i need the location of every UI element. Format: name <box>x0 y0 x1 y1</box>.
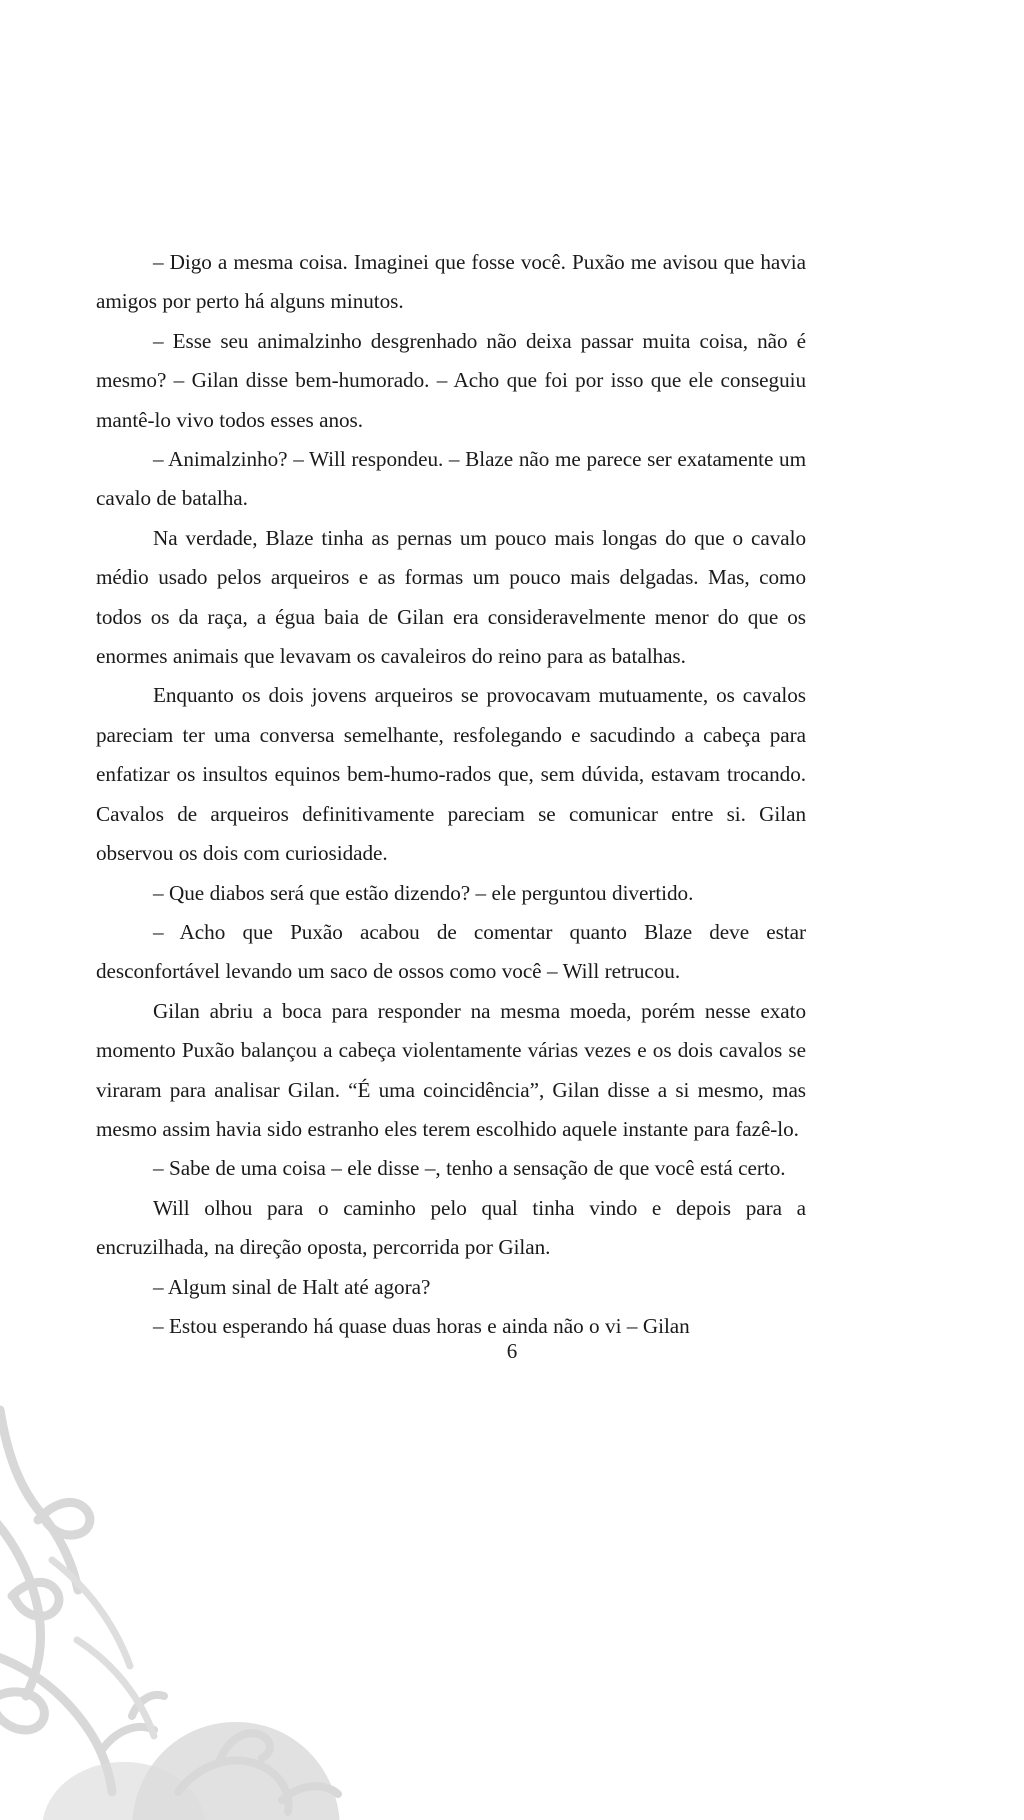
paragraph: Enquanto os dois jovens arqueiros se provocavam mutuamente, os cavalos pareciam ter uma conversa semelhante, resfolegando e sacudindo a cabeça para enfatizar os insultos equinos bem-humo-rados que, sem dúvida, estavam trocando. Cavalos de arqueiros definitivamente pareciam se comunicar entre si. Gilan observou os dois com curiosidade. <box>96 683 806 866</box>
page-number <box>0 1337 1024 1365</box>
body-text-column <box>96 243 806 1346</box>
paragraph: Na verdade, Blaze tinha as pernas um pouco mais longas do que o cavalo médio usado pelos arqueiros e as formas um pouco mais delgadas. Mas, como todos os da raça, a égua baia de Gilan era consideravelmente menor do que os enormes animais que levavam os cavaleiros do reino para as batalhas. <box>96 525 806 669</box>
paragraph: – Digo a mesma coisa. Imaginei que fosse você. Puxão me avisou que havia amigos por perto há alguns minutos. <box>96 250 806 314</box>
paragraph: – Acho que Puxão acabou de comentar quanto Blaze deve estar desconfortável levando um saco de ossos como você – Will retrucou. <box>96 919 806 984</box>
paragraph: – Esse seu animalzinho desgrenhado não deixa passar muita coisa, não é mesmo? – Gilan disse bem-humorado. – Acho que foi por isso que ele conseguiu mantê-lo vivo todos esses anos. <box>96 328 806 432</box>
paragraph: – Sabe de uma coisa – ele disse –, tenho a sensação de que você está certo. <box>153 1156 786 1181</box>
floral-corner-ornament <box>0 1400 412 1820</box>
paragraph: – Estou esperando há quase duas horas e ainda não o vi – Gilan <box>153 1313 690 1338</box>
paragraph: Will olhou para o caminho pelo qual tinha vindo e depois para a encruzilhada, na direção oposta, percorrida por Gilan. <box>96 1195 806 1260</box>
paragraph: – Que diabos será que estão dizendo? – ele perguntou divertido. <box>153 880 694 905</box>
page-number-value: 6 <box>506 1339 518 1363</box>
paragraph: – Algum sinal de Halt até agora? <box>153 1274 431 1299</box>
paragraph: Gilan abriu a boca para responder na mesma moeda, porém nesse exato momento Puxão balançou a cabeça violentamente várias vezes e os dois cavalos se viraram para analisar Gilan. “É uma coincidência”, Gilan disse a si mesmo, mas mesmo assim havia sido estranho eles terem escolhido aquele instante para fazê-lo. <box>96 998 806 1141</box>
paragraph: – Animalzinho? – Will respondeu. – Blaze não me parece ser exatamente um cavalo de batalha. <box>96 447 806 511</box>
